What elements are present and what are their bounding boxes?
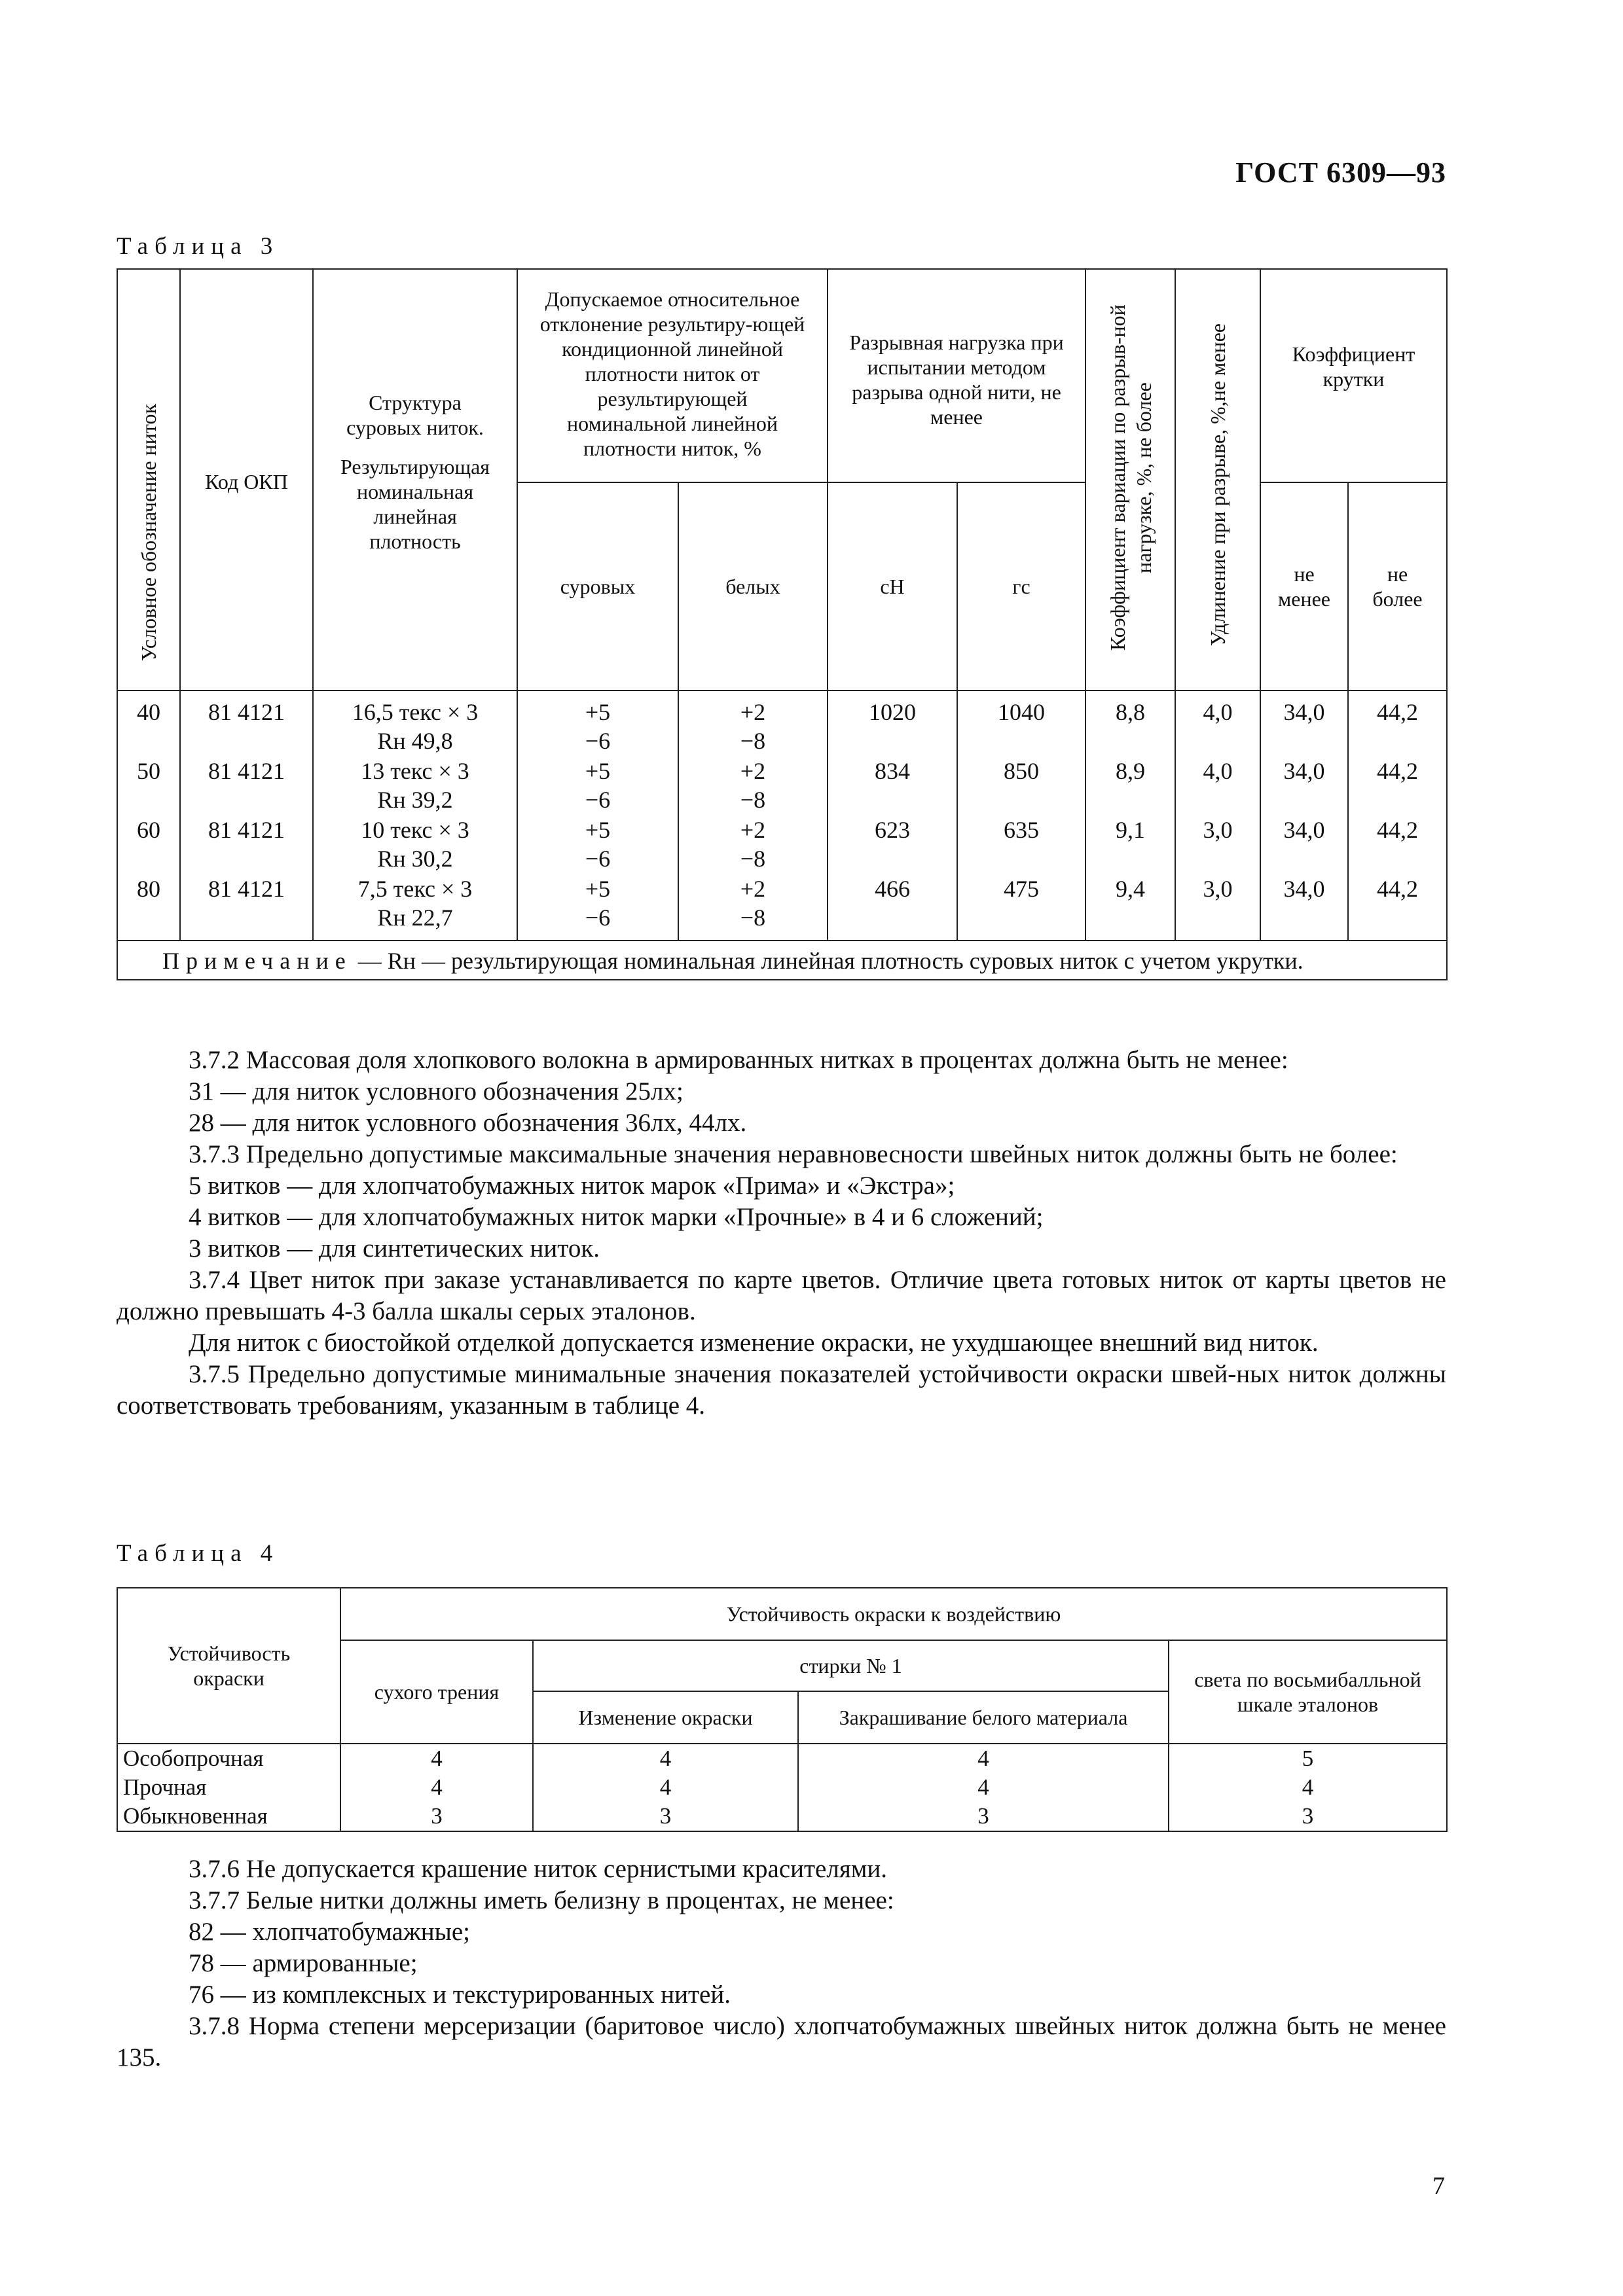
paragraph: 3.7.7 Белые нитки должны иметь белизну в процентах, не менее: — [189, 1886, 894, 1914]
paragraph: 3.7.2 Массовая доля хлопкового волокна в армированных нитках в процентах должна быть не менее: — [189, 1046, 1288, 1074]
paragraph: Для ниток с биостойкой отделкой допускается изменение окраски, не ухудшающее внешний вид ниток. — [189, 1329, 1319, 1357]
paragraph: 3 витков — для синтетических ниток. — [189, 1234, 600, 1263]
paragraph: 3.7.4 Цвет ниток при заказе устанавливается по карте цветов. Отличие цвета готовых ниток от карты цветов не должно превышать 4-3 балла шкалы серых эталонов. — [117, 1266, 1446, 1325]
paragraph: 5 витков — для хлопчатобумажных ниток марок «Прима» и «Экстра»; — [189, 1172, 955, 1200]
paragraph: 3.7.6 Не допускается крашение ниток сернистыми красителями. — [189, 1855, 888, 1883]
t3-sub-min: не менее — [1260, 482, 1348, 691]
section-text-b — [117, 1854, 1446, 2073]
table-row: Прочная 4 4 4 4 — [117, 1773, 1447, 1802]
t3-header-deviation: Допускаемое относительное отклонение результиру-ющей кондиционной линейной плотности ниток от результирующей номинальной линейной плотности ниток, % — [517, 269, 828, 482]
table3-note — [117, 941, 1447, 980]
t3-header-okp: Код ОКП — [180, 269, 313, 691]
t3-sub-cn: сН — [828, 482, 957, 691]
paragraph: 3.7.5 Предельно допустимые минимальные значения показателей устойчивости окраски швей-ных ниток должны соответствовать требованиям, указанным в таблице 4. — [117, 1360, 1446, 1420]
paragraph: 31 — для ниток условного обозначения 25лх; — [189, 1077, 684, 1105]
note-text: — Rн — результирующая номинальная линейная плотность суровых ниток с учетом укрутки. — [352, 948, 1304, 974]
t3-header-structure: Структура суровых ниток. Результирующая номинальная линейная плотность — [313, 269, 517, 691]
t4-sub-stain: Закрашивание белого материала — [798, 1691, 1169, 1744]
table-row: 50 81 4121 13 текс × 3 Rн 39,2 +5 −6 +2 −8 834 850 8,9 4,0 34,0 44,2 — [117, 757, 1447, 816]
table4 — [117, 1587, 1448, 1832]
table4-caption: Таблица 4 — [117, 1540, 280, 1567]
paragraph: 28 — для ниток условного обозначения 36лх, 44лх. — [189, 1109, 747, 1137]
page-number: 7 — [1432, 2172, 1445, 2200]
table-row: 80 81 4121 7,5 текс × 3 Rн 22,7 +5 −6 +2 −8 466 475 9,4 3,0 34,0 44,2 — [117, 874, 1447, 941]
t3-header-elongation: Удлинение при разрыве, %,не менее — [1175, 269, 1260, 691]
paragraph: 78 — армированные; — [189, 1949, 418, 1977]
paragraph: 3.7.8 Норма степени мерсеризации (баритовое число) хлопчатобумажных швейных ниток должна быть не менее 135. — [117, 2012, 1446, 2072]
t4-sub-change: Изменение окраски — [533, 1691, 798, 1744]
table3 — [117, 268, 1448, 980]
t3-header-twist: Коэффициент крутки — [1260, 269, 1447, 482]
table-row: 60 81 4121 10 текс × 3 Rн 30,2 +5 −6 +2 −8 623 635 9,1 3,0 34,0 44,2 — [117, 816, 1447, 874]
table-row: Обыкновенная 3 3 3 3 — [117, 1802, 1447, 1831]
t3-sub-raw: суровых — [517, 482, 678, 691]
note-label: Примечание — [162, 948, 352, 974]
paragraph: 76 — из комплексных и текстурированных нитей. — [189, 1981, 731, 2009]
t4-header-dry-rubbing: сухого трения — [340, 1640, 533, 1744]
table-row: Особопрочная 4 4 4 5 — [117, 1744, 1447, 1773]
table-row: 40 81 4121 16,5 текс × 3 Rн 49,8 +5 −6 +2 −8 1020 1040 8,8 4,0 34,0 44,2 — [117, 691, 1447, 757]
paragraph: 4 витков — для хлопчатобумажных ниток марки «Прочные» в 4 и 6 сложений; — [189, 1203, 1044, 1231]
t3-header-variation: Коэффициент вариации по разрыв-ной нагрузке, %, не более — [1085, 269, 1175, 691]
t4-header-fastness: Устойчивость окраски — [117, 1588, 340, 1744]
t4-header-light: света по восьмибалльной шкале эталонов — [1169, 1640, 1447, 1744]
paragraph: 82 — хлопчатобумажные; — [189, 1918, 471, 1946]
table3-caption: Таблица 3 — [117, 233, 280, 260]
t3-header-designation: Условное обозначение ниток — [117, 269, 180, 691]
t3-sub-gs: гс — [957, 482, 1085, 691]
t4-header-wash: стирки № 1 — [533, 1640, 1169, 1691]
t3-header-breaking-load: Разрывная нагрузка при испытании методом разрыва одной нити, не менее — [828, 269, 1085, 482]
document-header: ГОСТ 6309—93 — [1235, 156, 1446, 188]
paragraph: 3.7.3 Предельно допустимые максимальные значения неравновесности швейных ниток должны быть не более: — [189, 1140, 1398, 1168]
t3-sub-max: не более — [1348, 482, 1447, 691]
t4-header-group: Устойчивость окраски к воздействию — [340, 1588, 1447, 1640]
t3-sub-white: белых — [678, 482, 828, 691]
section-text-a — [117, 1045, 1446, 1422]
